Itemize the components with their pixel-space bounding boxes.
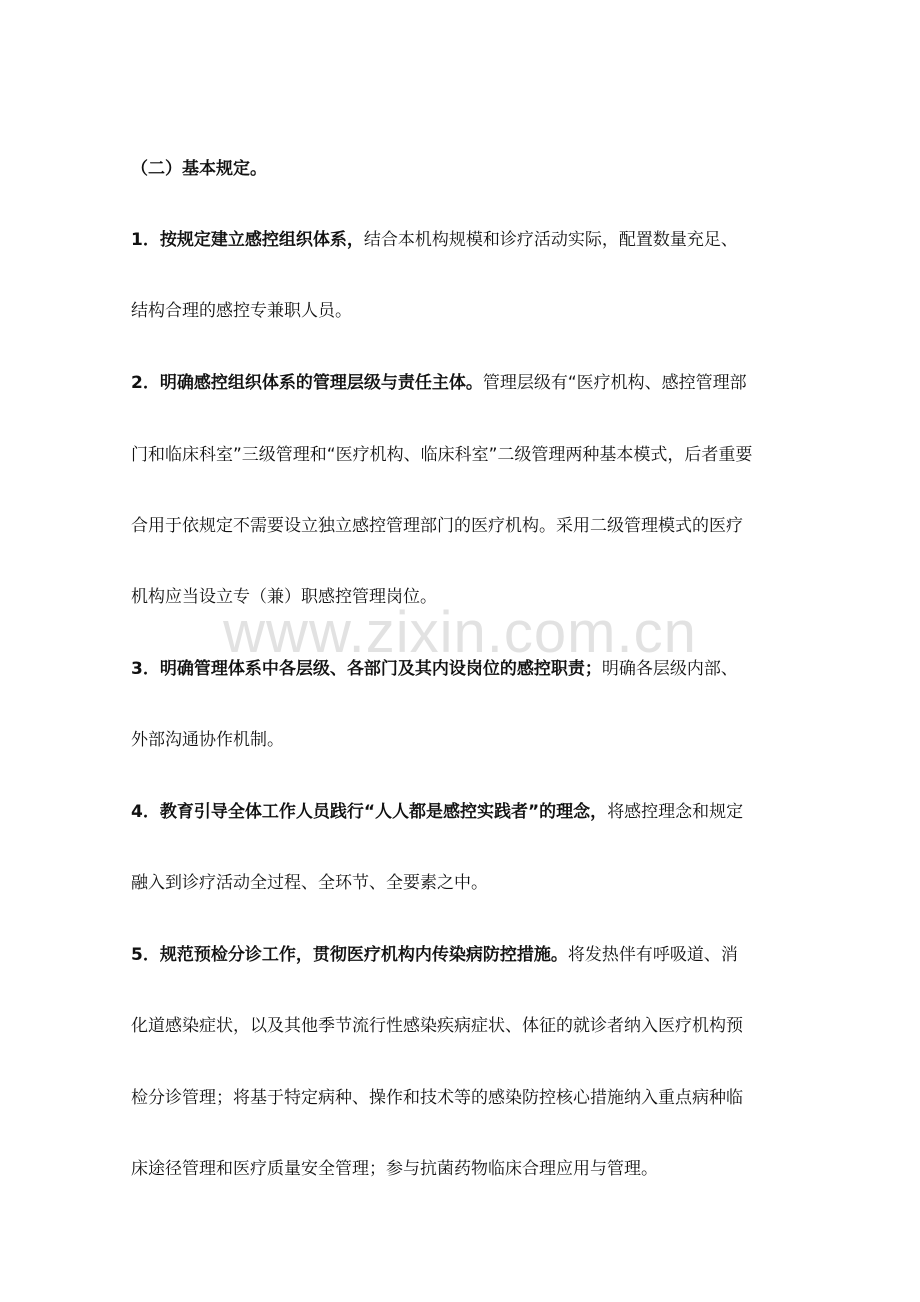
item-5-line-1 [131,943,738,967]
item-4-line-2: 融入到诊疗活动全过程、全环节、全要素之中。 [131,873,488,893]
item-5-lead: 5．规范预检分诊工作，贯彻医疗机构内传染病防控措施。 [131,945,568,965]
item-3-text: 明确各层级内部、 [601,659,738,679]
item-3-line-1 [131,657,738,681]
section-heading: （二）基本规定。 [131,159,267,179]
item-3-lead: 3．明确管理体系中各层级、各部门及其内设岗位的感控职责； [131,659,602,679]
item-5-line-2: 化道感染症状，以及其他季节流行性感染疾病症状、体征的就诊者纳入医疗机构预 [131,1016,743,1036]
item-2-text: 管理层级有“医疗机构、感控管理部 [482,373,747,393]
item-5-text: 将发热伴有呼吸道、消 [567,945,738,965]
item-5-line-3: 检分诊管理；将基于特定病种、操作和技术等的感染防控核心措施纳入重点病种临 [131,1088,743,1108]
item-2-line-2: 门和临床科室”三级管理和“医疗机构、临床科室”二级管理两种基本模式，后者重要 [131,445,753,465]
item-1-lead: 1．按规定建立感控组织体系， [131,230,364,250]
watermark: www.zixin.com.cn [223,600,697,665]
item-2-lead: 2．明确感控组织体系的管理层级与责任主体。 [131,373,483,393]
item-2-line-3: 合用于依规定不需要设立独立感控管理部门的医疗机构。采用二级管理模式的医疗 [131,516,743,536]
item-4-line-1 [131,800,743,824]
item-1-line-1 [131,228,738,252]
item-1-text: 结合本机构规模和诊疗活动实际，配置数量充足、 [363,230,738,250]
item-3-line-2: 外部沟通协作机制。 [131,730,284,750]
item-4-lead: 4．教育引导全体工作人员践行“人人都是感控实践者”的理念， [131,802,608,822]
item-2-line-1 [131,371,747,395]
item-4-text: 将感控理念和规定 [607,802,744,822]
item-1-line-2: 结构合理的感控专兼职人员。 [131,301,352,321]
item-2-line-4: 机构应当设立专（兼）职感控管理岗位。 [131,587,437,607]
item-5-line-4: 床途径管理和医疗质量安全管理；参与抗菌药物临床合理应用与管理。 [131,1159,658,1179]
